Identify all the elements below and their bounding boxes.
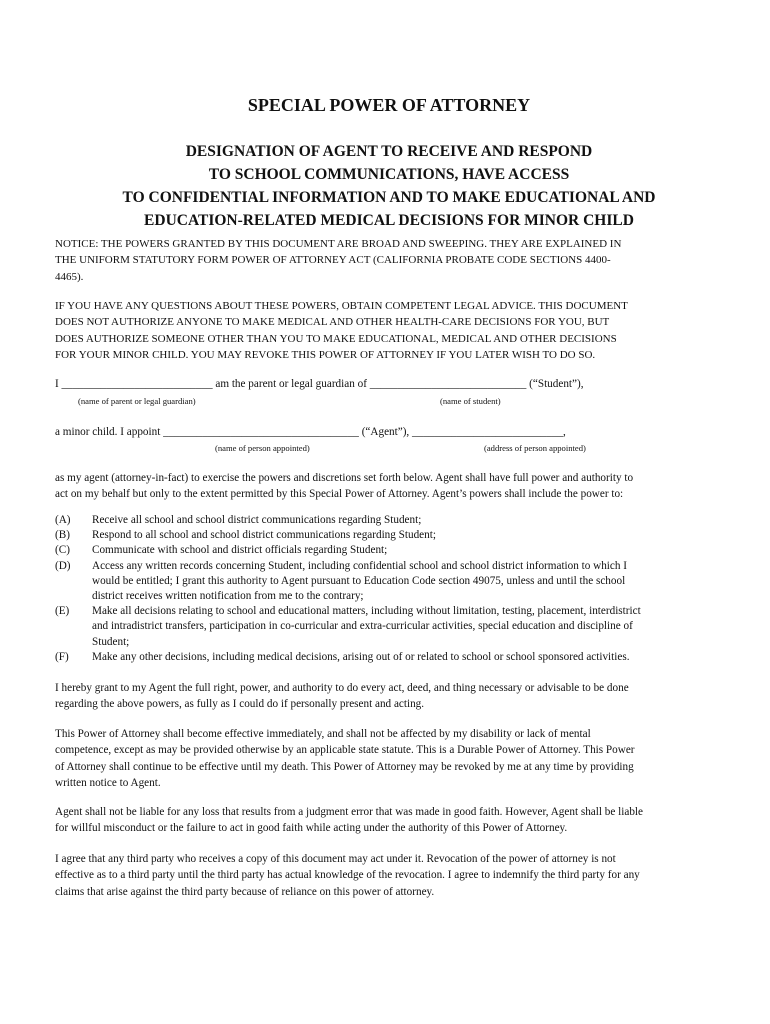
powers-list [55,513,725,665]
list-item-text [92,513,421,528]
effective-line: written notice to Agent. [55,776,161,789]
list-item-text [92,543,387,558]
agent-appointment-fill-line[interactable]: a minor child. I appoint ___________________________________ (“Agent”), ___________________________, [55,426,566,438]
list-item [55,650,725,665]
parent-student-fill-line[interactable]: I ___________________________ am the parent or legal guardian of ____________________________ (“Student”), [55,378,584,390]
list-item-line: would be entitled; I grant this authority to Agent pursuant to Education Code section 49075, unless and until the school [92,574,626,587]
list-item-text [92,604,641,650]
list-item-text [92,528,436,543]
list-item-line: Access any written records concerning Student, including confidential school and school district information to which I [92,559,628,572]
list-item-line: Respond to all school and school district communications regarding Student; [92,529,436,542]
advice-line: DOES NOT AUTHORIZE ANYONE TO MAKE MEDICAL AND OTHER HEALTH-CARE DECISIONS FOR YOU, BUT [55,316,610,329]
list-item-letter: (C) [55,544,70,557]
list-item-letter: (D) [55,559,71,572]
caption-parent-name: (name of parent or legal guardian) [78,396,196,406]
effective-line: This Power of Attorney shall become effective immediately, and shall not be affected by my disability or lack of mental [55,728,591,740]
grant-line: I hereby grant to my Agent the full right, power, and authority to do every act, deed, and thing necessary or advisable to be done [55,682,629,694]
grant-line: regarding the above powers, as fully as I could do if personally present and acting. [55,698,425,711]
subtitle-line: TO SCHOOL COMMUNICATIONS, HAVE ACCESS [208,166,570,183]
list-item [55,559,725,605]
liability-paragraph [55,804,725,837]
agent-intro-line: as my agent (attorney-in-fact) to exercise the powers and discretions set forth below. Agent shall have full power and authority to [55,472,634,484]
notice-paragraph [55,236,725,285]
list-item-line: Make all decisions relating to school and educational matters, including without limitation, testing, placement, interdistrict [92,605,641,618]
list-item-letter: (B) [55,529,70,542]
third-party-line: claims that arise against the third party because of reliance on this power of attorney. [55,885,435,898]
effective-paragraph [55,726,725,791]
agent-powers-intro [55,470,725,503]
document-title: SPECIAL POWER OF ATTORNEY [247,95,531,115]
third-party-line: effective as to a third party until the third party has actual knowledge of the revocation. I agree to indemnify the third party for any [55,869,640,882]
notice-line: 4465). [55,270,84,283]
agent-intro-line: act on my behalf but only to the extent permitted by this Special Power of Attorney. Agent’s powers shall include the power to: [55,488,624,501]
document-subtitle [0,140,770,232]
list-item [55,604,725,650]
subtitle-line: TO CONFIDENTIAL INFORMATION AND TO MAKE EDUCATIONAL AND [122,189,656,206]
legal-advice-paragraph [55,298,725,363]
list-item-line: district receives written notification from me to the contrary; [92,590,364,603]
advice-line: FOR YOUR MINOR CHILD. YOU MAY REVOKE THIS POWER OF ATTORNEY IF YOU LATER WISH TO DO SO. [55,348,596,361]
list-item-line: Student; [92,635,130,648]
list-item-text [92,559,627,605]
effective-line: of Attorney shall continue to be effective until my death. This Power of Attorney may be revoked by me at any time by providing [55,760,634,773]
subtitle-line: DESIGNATION OF AGENT TO RECEIVE AND RESPOND [185,143,593,160]
list-item [55,528,725,543]
effective-line: competence, except as may be provided otherwise by an applicable state statute. This is a Durable Power of Attorney. This Power [55,744,635,757]
list-item-line: and intradistrict transfers, participation in co-curricular and extra-curricular activities, special education and discipline of [92,620,633,633]
advice-line: DOES AUTHORIZE SOMEONE OTHER THAN YOU TO MAKE EDUCATIONAL, MEDICAL AND OTHER DECISIONS [55,332,617,345]
notice-line: NOTICE: THE POWERS GRANTED BY THIS DOCUMENT ARE BROAD AND SWEEPING. THEY ARE EXPLAINED IN [55,238,622,250]
caption-student-name: (name of student) [440,396,501,406]
grant-paragraph [55,680,725,713]
list-item [55,543,725,558]
caption-appointed-name: (name of person appointed) [215,443,310,453]
advice-line: IF YOU HAVE ANY QUESTIONS ABOUT THESE POWERS, OBTAIN COMPETENT LEGAL ADVICE. THIS DOCUMENT [55,300,628,312]
third-party-line: I agree that any third party who receives a copy of this document may act under it. Revocation of the power of attorney is not [55,853,616,865]
liability-line: for willful misconduct or the failure to act in good faith while acting under the authority of this Power of Attorney. [55,822,568,835]
list-item-line: Communicate with school and district officials regarding Student; [92,544,388,557]
caption-appointed-address: (address of person appointed) [484,443,586,453]
list-item-letter: (A) [55,514,71,526]
list-item-letter: (F) [55,650,69,663]
list-item-text [92,650,630,665]
liability-line: Agent shall not be liable for any loss that results from a judgment error that was made in good faith. However, Agent shall be liable [55,806,643,818]
subtitle-line: EDUCATION-RELATED MEDICAL DECISIONS FOR MINOR CHILD [144,212,634,229]
notice-line: THE UNIFORM STATUTORY FORM POWER OF ATTORNEY ACT (CALIFORNIA PROBATE CODE SECTIONS 4400- [55,254,611,267]
list-item-letter: (E) [55,605,70,618]
list-item [55,513,725,528]
list-item-line: Receive all school and school district communications regarding Student; [92,514,422,526]
third-party-paragraph [55,851,725,900]
list-item-line: Make any other decisions, including medical decisions, arising out of or related to school or school sponsored activities. [92,650,630,663]
